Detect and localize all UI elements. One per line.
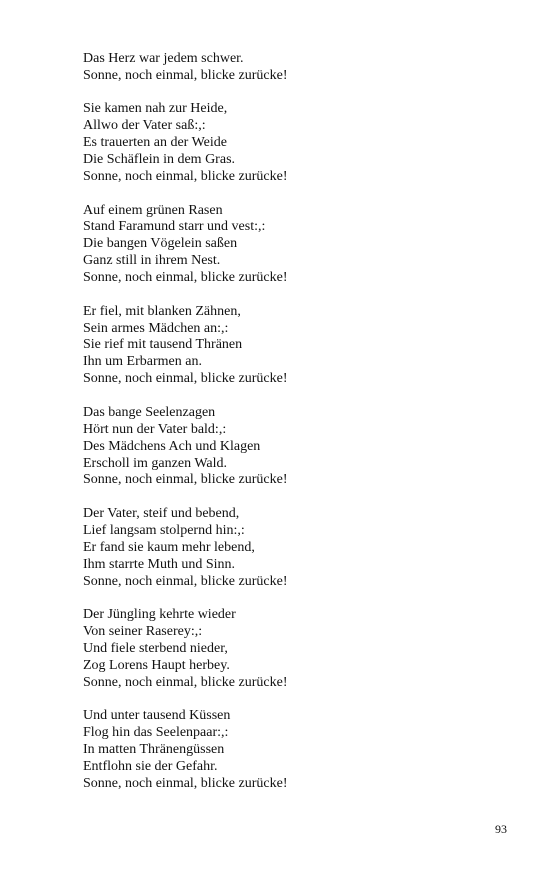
stanza-3: [83, 203, 503, 288]
poem-line: Das Herz war jedem schwer.: [83, 51, 244, 66]
poem-line: Die Schäflein in dem Gras.: [83, 152, 236, 168]
poem-line: Ihn um Erbarmen an.: [83, 354, 202, 370]
poem-line: Der Jüngling kehrte wieder: [83, 607, 236, 623]
poem-line: Zog Lorens Haupt herbey.: [83, 657, 230, 673]
poem-line: In matten Thränengüssen: [83, 741, 225, 757]
poem-line: Der Vater, steif und bebend,: [83, 505, 240, 521]
poem-line: Auf einem grünen Rasen: [83, 202, 223, 218]
poem-line: Er fiel, mit blanken Zähnen,: [83, 303, 241, 319]
poem-line: Und unter tausend Küssen: [83, 708, 231, 724]
poem-line: Und fiele sterbend nieder,: [83, 640, 228, 656]
page-number: 93: [495, 822, 507, 836]
poem-line: Lief langsam stolpernd hin:,:: [83, 522, 245, 538]
poem-line: Entflohn sie der Gefahr.: [83, 758, 218, 774]
poem-line: Die bangen Vögelein saßen: [83, 236, 238, 252]
stanza-8: [83, 708, 503, 793]
poem-line: Es trauerten an der Weide: [83, 135, 227, 151]
poem-line: Des Mädchens Ach und Klagen: [83, 438, 261, 454]
stanza-5: [83, 405, 503, 490]
refrain-line: Sonne, noch einmal, blicke zurücke!: [83, 775, 288, 791]
refrain-line: Sonne, noch einmal, blicke zurücke!: [83, 169, 288, 185]
poem-line: Er fand sie kaum mehr lebend,: [83, 539, 255, 555]
poem-line: Allwo der Vater saß:,:: [83, 118, 206, 134]
stanza-4: [83, 304, 503, 389]
stanza-6: [83, 506, 503, 591]
poem-line: Das bange Seelenzagen: [83, 404, 216, 420]
poem-line: Ihm starrte Muth und Sinn.: [83, 556, 236, 572]
poem-line: Stand Faramund starr und vest:,:: [83, 219, 266, 235]
stanza-7: [83, 607, 503, 692]
poem-line: Sie kamen nah zur Heide,: [83, 101, 228, 117]
poem-text: [83, 51, 503, 809]
poem-line: Sein armes Mädchen an:,:: [83, 320, 229, 336]
poem-line: Sie rief mit tausend Thränen: [83, 337, 243, 353]
stanza-1: [83, 51, 503, 85]
refrain-line: Sonne, noch einmal, blicke zurücke!: [83, 472, 288, 488]
refrain-line: Sonne, noch einmal, blicke zurücke!: [83, 67, 288, 83]
refrain-line: Sonne, noch einmal, blicke zurücke!: [83, 270, 288, 286]
poem-line: Ganz still in ihrem Nest.: [83, 253, 221, 269]
refrain-line: Sonne, noch einmal, blicke zurücke!: [83, 573, 288, 589]
refrain-line: Sonne, noch einmal, blicke zurücke!: [83, 371, 288, 387]
poem-line: Erscholl im ganzen Wald.: [83, 455, 228, 471]
poem-line: Flog hin das Seelenpaar:,:: [83, 725, 229, 741]
poem-line: Hört nun der Vater bald:,:: [83, 421, 227, 437]
stanza-2: [83, 101, 503, 186]
poem-line: Von seiner Raserey:,:: [83, 623, 203, 639]
refrain-line: Sonne, noch einmal, blicke zurücke!: [83, 674, 288, 690]
